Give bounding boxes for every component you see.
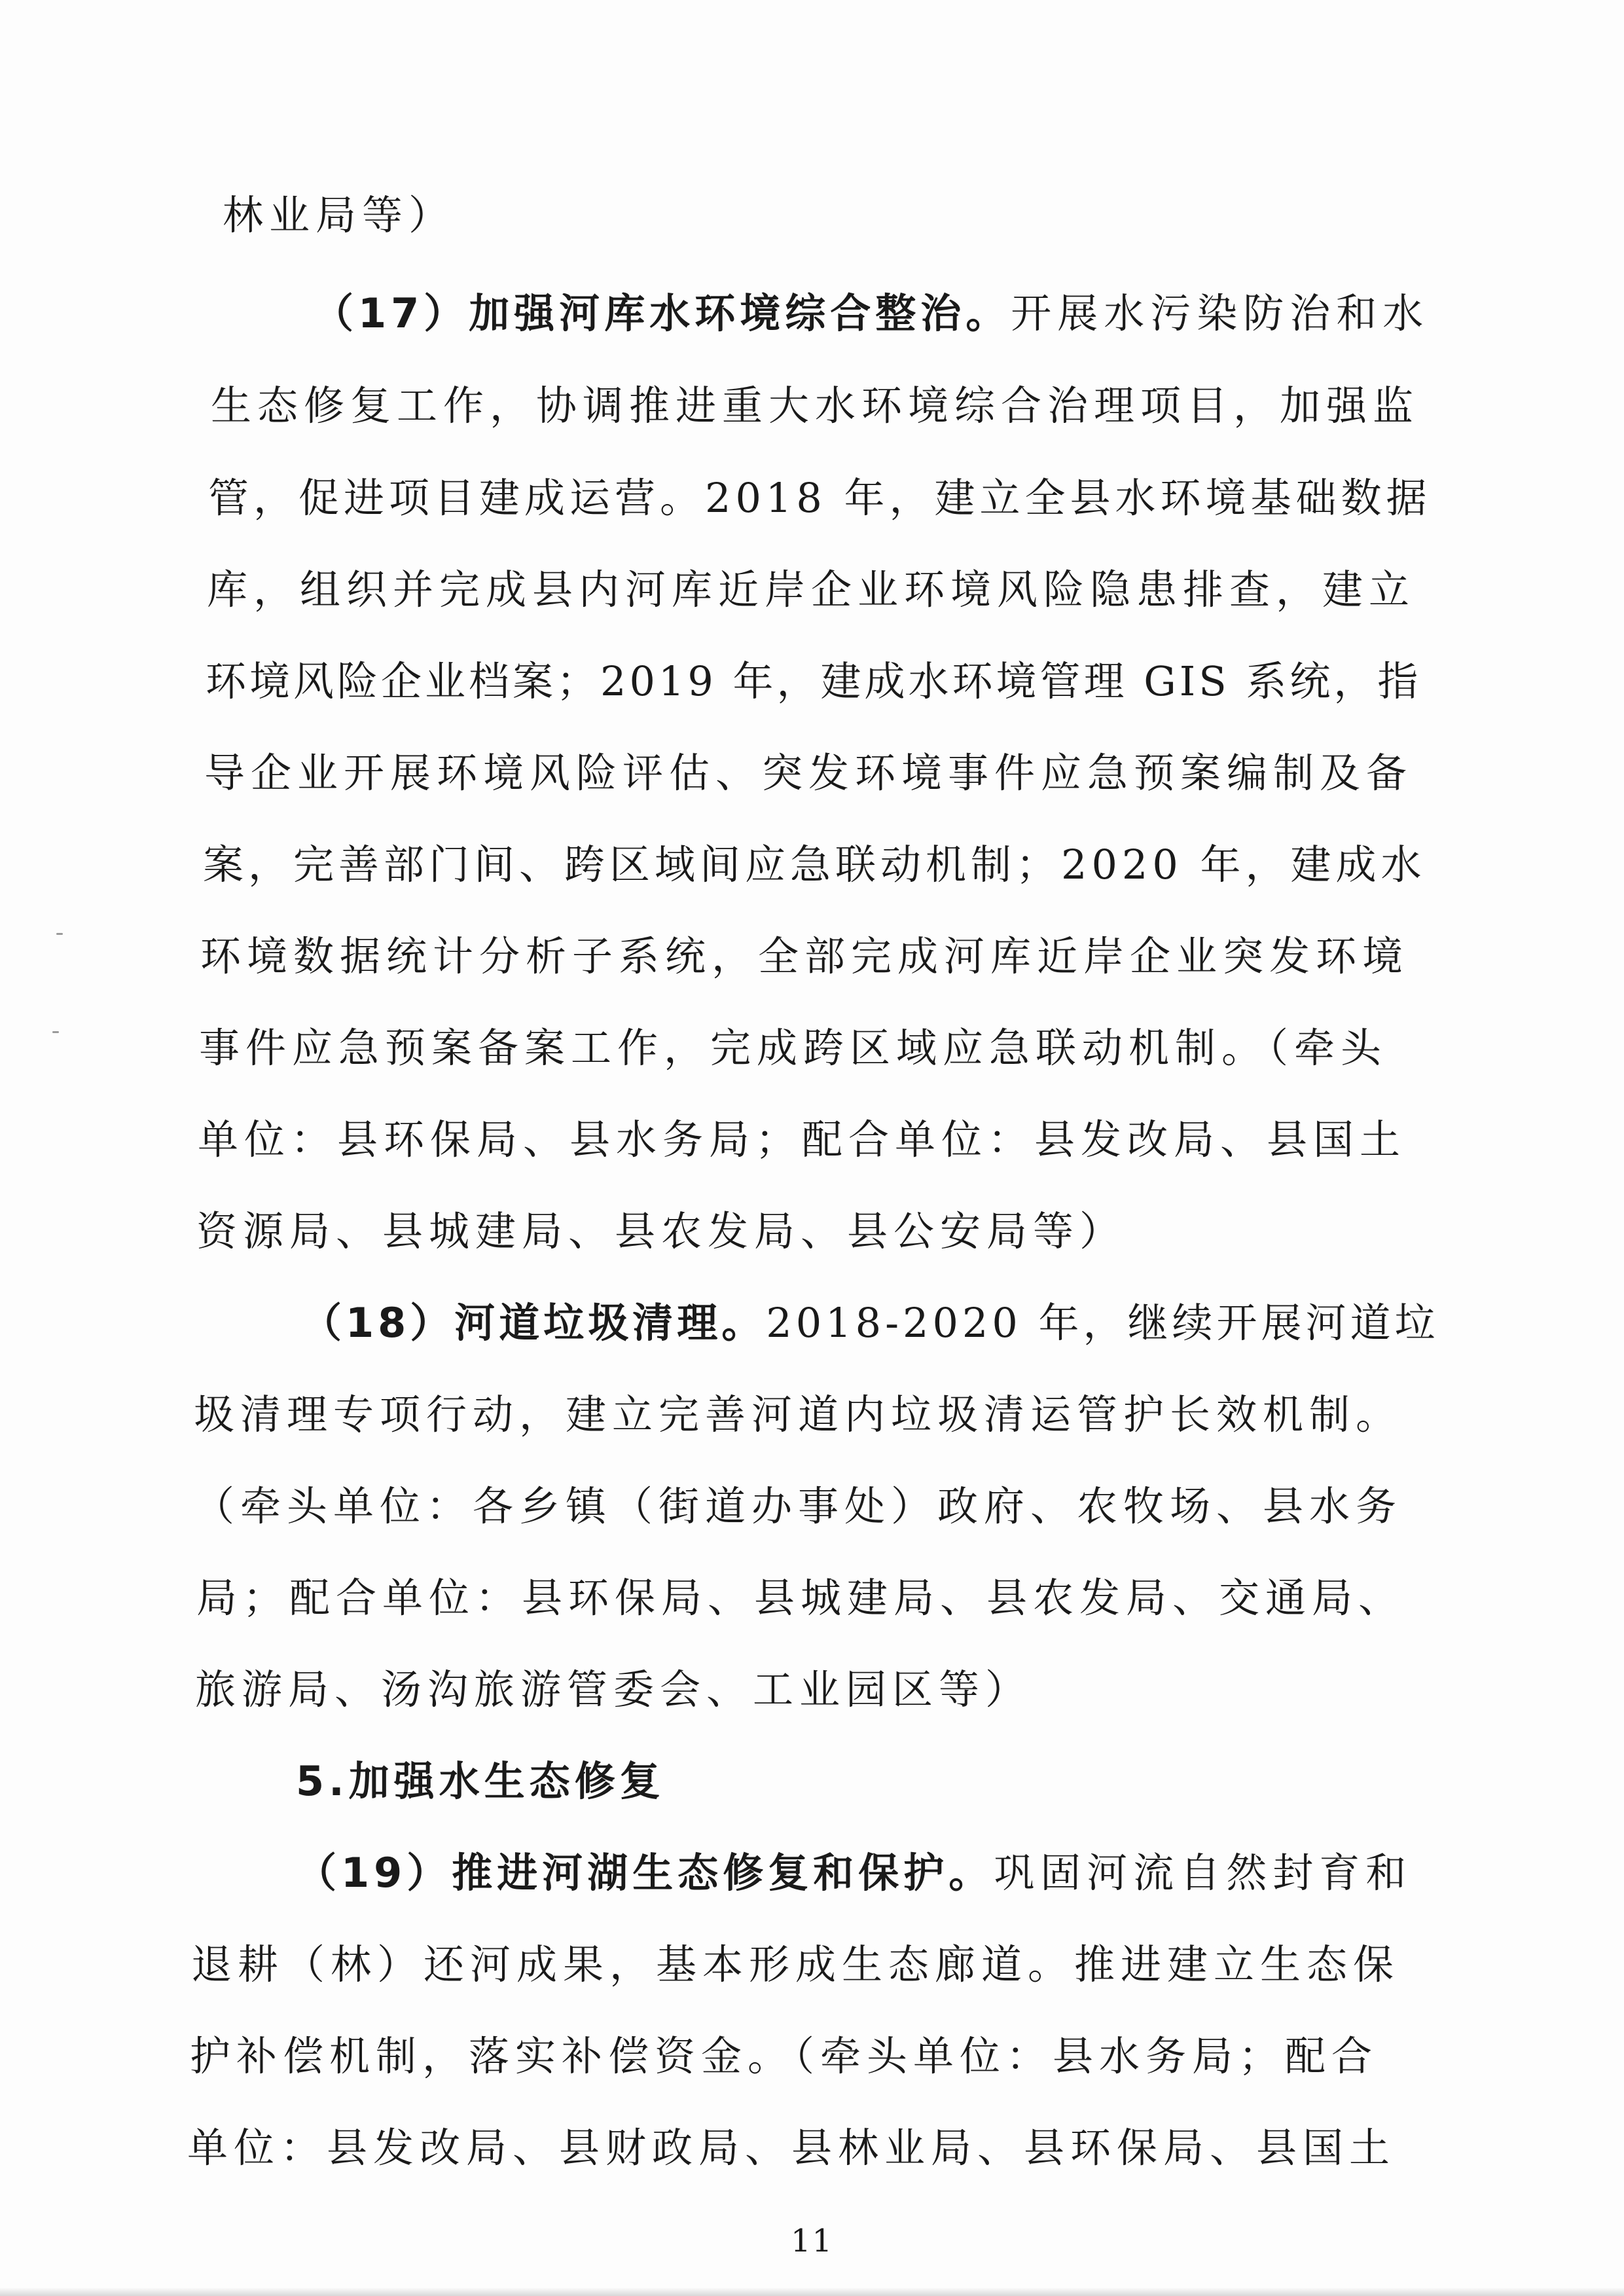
text-line: 资源局、县城建局、县农发局、县公安局等）: [196, 1207, 1127, 1255]
text-line: 护补偿机制，落实补偿资金。（牵头单位：县水务局；配合: [190, 2032, 1379, 2080]
text-line: （牵头单位：各乡镇（街道办事处）政府、农牧场、县水务: [194, 1482, 1403, 1530]
scan-artifact: [52, 1031, 59, 1033]
text-line: 库，组织并完成县内河库近岸企业环境风险隐患排查，建立: [207, 566, 1416, 613]
text-line: 管，促进项目建成运营。2018 年，建立全县水环境基础数据: [208, 474, 1432, 522]
text-line: 导企业开展环境风险评估、突发环境事件应急预案编制及备: [204, 749, 1413, 797]
text-line: （17）加强河库水环境综合整治。开展水污染防治和水: [313, 289, 1430, 337]
text-line: 环境数据统计分析子系统，全部完成河库近岸企业突发环境: [200, 932, 1409, 980]
scan-artifact: [56, 933, 63, 935]
text-line: 单位：县发改局、县财政局、县林业局、县环保局、县国土: [187, 2124, 1396, 2172]
text-line: 局；配合单位：县环保局、县城建局、县农发局、交通局、: [196, 1574, 1405, 1622]
scan-edge: [0, 2287, 1624, 2296]
text-line: 林业局等）: [223, 191, 456, 239]
text-line: （19）推进河湖生态修复和保护。巩固河流自然封育和: [296, 1849, 1413, 1897]
page-number: 11: [790, 2223, 834, 2259]
text-line: 生态修复工作，协调推进重大水环境综合治理项目，加强监: [211, 382, 1420, 429]
text-line: 圾清理专项行动，建立完善河道内垃圾清运管护长效机制。: [194, 1391, 1403, 1438]
text-line: 案，完善部门间、跨区域间应急联动机制；2020 年，建成水: [203, 841, 1426, 888]
subsection-heading: 5.加强水生态修复: [296, 1757, 665, 1805]
text-line: 旅游局、汤沟旅游管委会、工业园区等）: [195, 1666, 1032, 1713]
section-heading: （18）河道垃圾清理。: [301, 1299, 767, 1347]
section-heading: （17）加强河库水环境综合整治。: [313, 289, 1011, 337]
section-heading: （19）推进河湖生态修复和保护。: [296, 1849, 994, 1897]
text-line: 事件应急预案备案工作，完成跨区域应急联动机制。（牵头: [199, 1024, 1388, 1072]
text-line: （18）河道垃圾清理。2018-2020 年，继续开展河道垃: [301, 1299, 1439, 1347]
text-line: 单位：县环保局、县水务局；配合单位：县发改局、县国土: [198, 1116, 1407, 1163]
text-line: 环境风险企业档案；2019 年，建成水环境管理 GIS 系统，指: [206, 657, 1422, 705]
text-line: 退耕（林）还河成果，基本形成生态廊道。推进建立生态保: [191, 1941, 1400, 1988]
